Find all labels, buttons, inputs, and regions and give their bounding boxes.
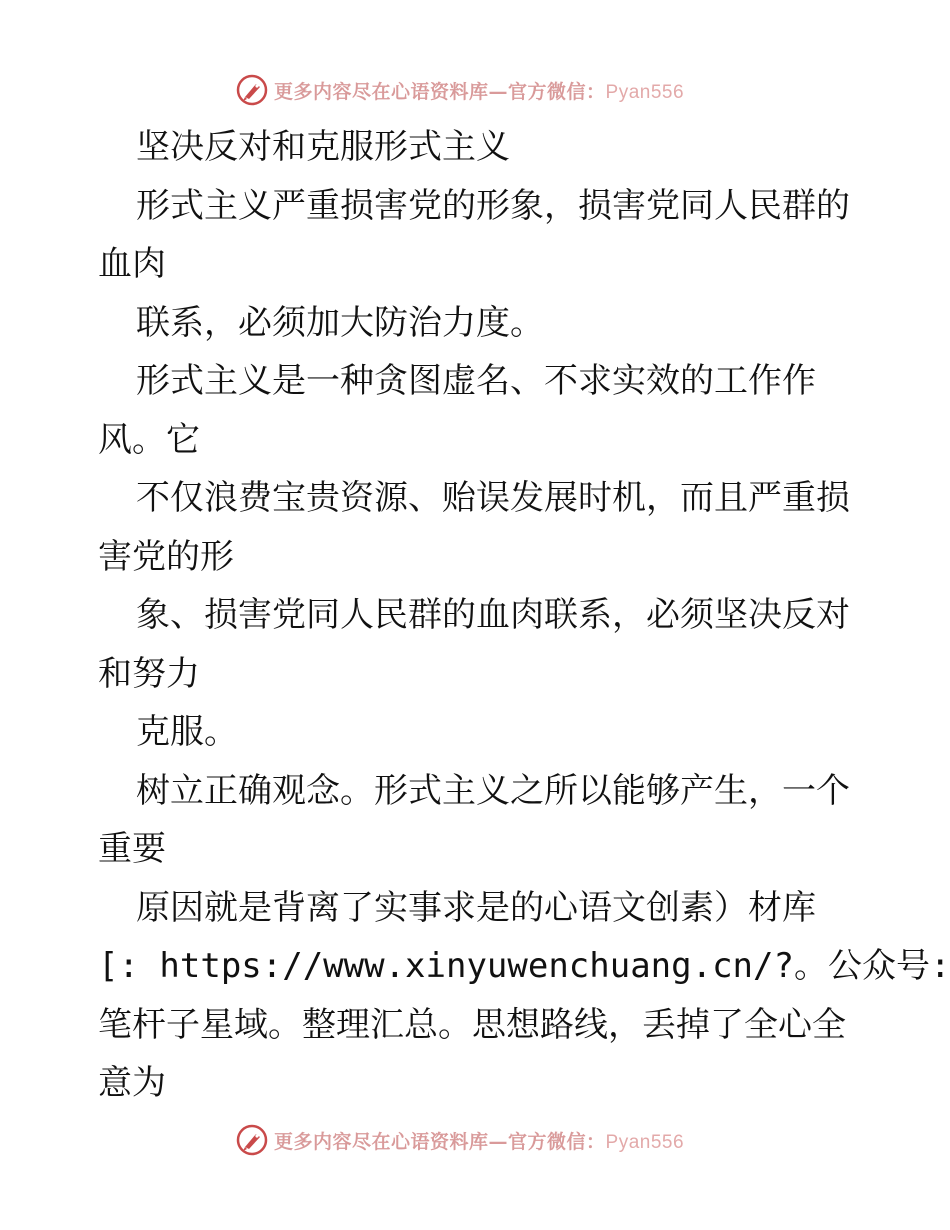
body-line: 树立正确观念。形式主义之所以能够产生，一个 (136, 770, 850, 811)
body-line: 原因就是背离了实事求是的心语文创素）材库 (136, 887, 816, 928)
watermark-text: 更多内容尽在心语资料库—官方微信：Pyan556 (274, 1130, 685, 1153)
body-line: [: https://www.xinyuwenchuang.cn/?。公众号: (98, 946, 950, 986)
body-line: 不仅浪费宝贵资源、贻误发展时机，而且严重损 (136, 478, 850, 518)
footer-watermark (236, 1122, 684, 1158)
body-line: 意为 (98, 1063, 166, 1103)
body-line: 和努力 (98, 653, 200, 694)
body-line: 克服。 (136, 712, 238, 752)
watermark-wechat-id: Pyan556 (605, 81, 685, 103)
body-line: 重要 (98, 829, 166, 869)
pen-logo-icon (236, 74, 268, 106)
body-line: 风。它 (98, 419, 200, 460)
document-body (98, 118, 950, 1113)
body-line: 血肉 (98, 244, 166, 284)
body-line: 形式主义是一种贪图虚名、不求实效的工作作 (136, 361, 816, 401)
body-line: 象、损害党同人民群的血肉联系，必须坚决反对 (136, 595, 850, 635)
body-line: 害党的形 (98, 536, 234, 577)
watermark-text: 更多内容尽在心语资料库—官方微信：Pyan556 (274, 80, 685, 103)
body-line: 形式主义严重损害党的形象，损害党同人民群的 (136, 185, 850, 226)
header-watermark (236, 72, 684, 108)
body-line: 坚决反对和克服形式主义 (136, 127, 510, 167)
body-line: 联系，必须加大防治力度。 (136, 302, 544, 343)
pen-logo-icon (236, 1124, 268, 1156)
watermark-wechat-id: Pyan556 (605, 1131, 685, 1153)
body-line: 笔杆子星域。整理汇总。思想路线，丢掉了全心全 (98, 1004, 846, 1045)
